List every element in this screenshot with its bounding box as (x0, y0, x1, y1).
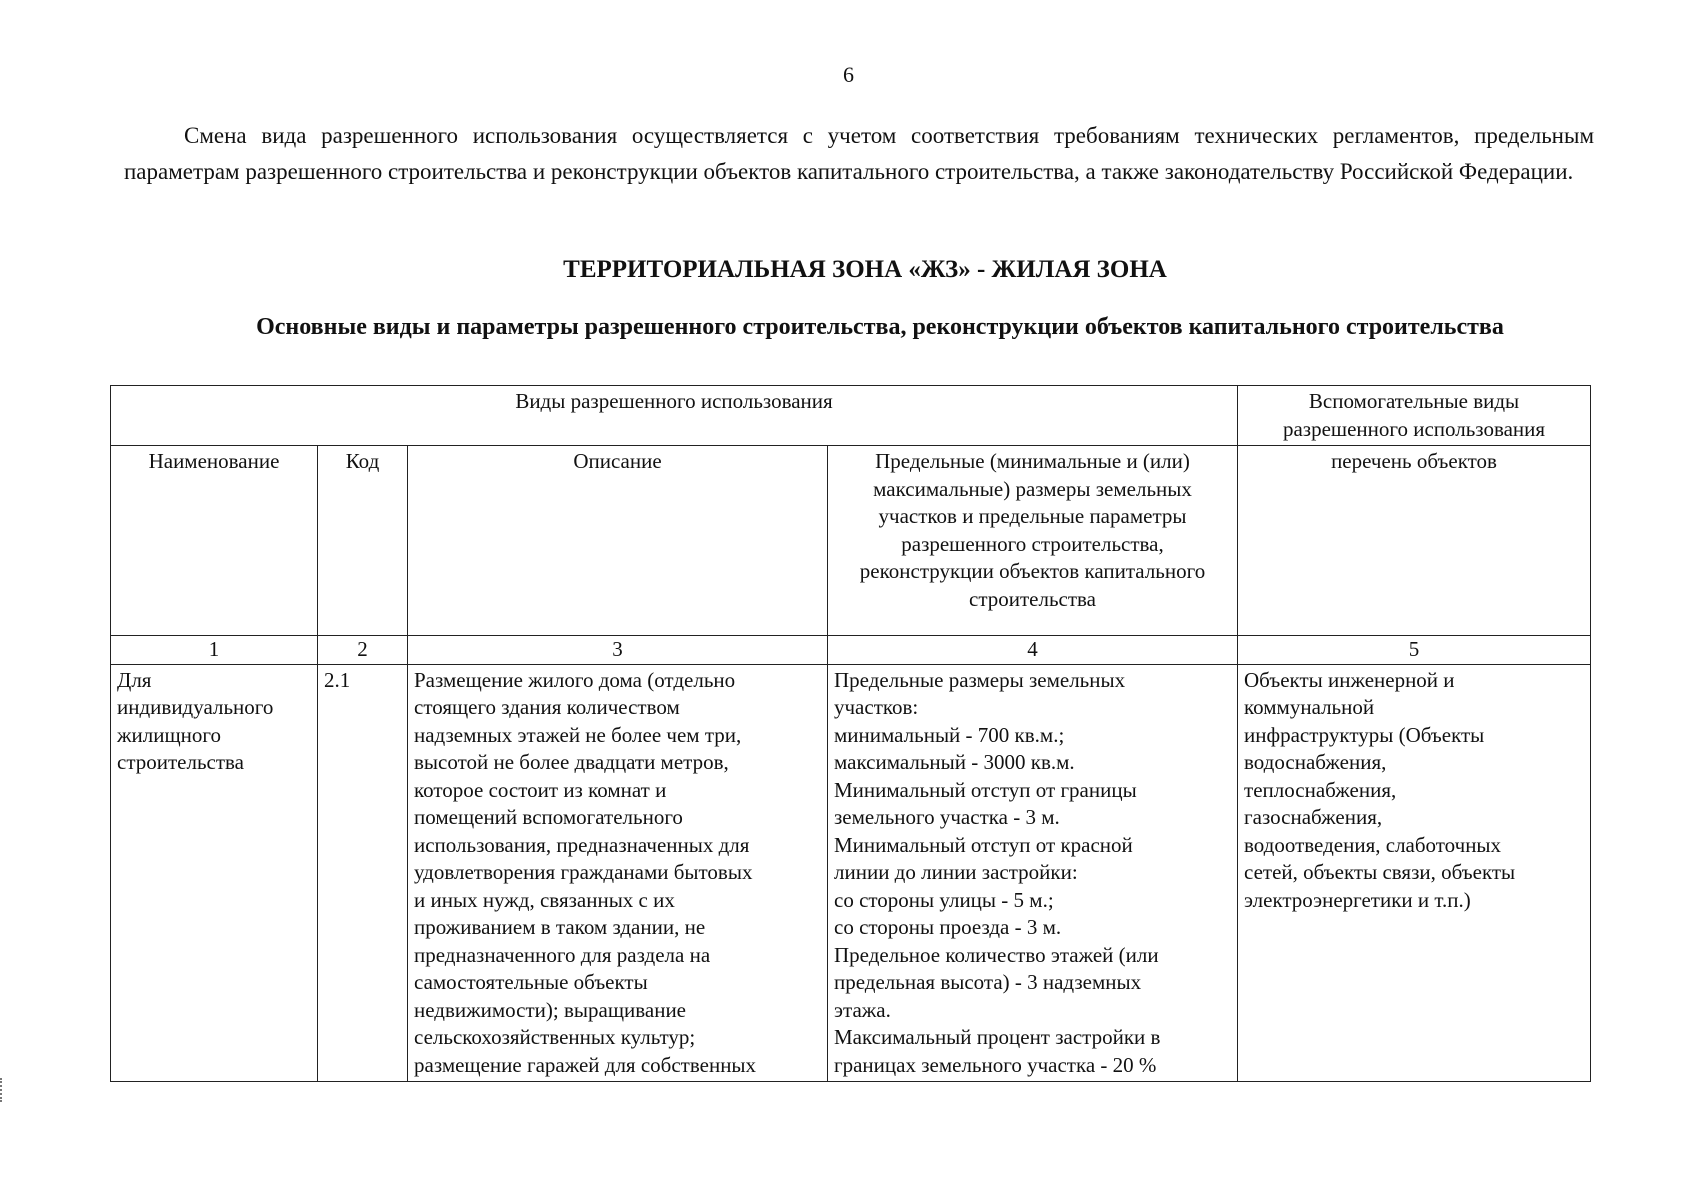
cell-line: линии до линии застройки: (834, 860, 1078, 884)
column-header-row (111, 446, 1591, 636)
cell-use-name (111, 664, 318, 1082)
cell-line: предназначенного для раздела на (414, 942, 711, 967)
cell-line: Размещение жилого дома (отдельно (414, 667, 736, 692)
intro-paragraph: Смена вида разрешенного использования осуществляется с учетом соответствия требованиям технических регламентов, предельным параметрам разрешенного строительства и реконструкции объектов капитального строительства, а также законодательству Российской Федерации. (124, 123, 1594, 184)
column-header-code: Код (318, 446, 408, 636)
cell-line: Предельные размеры земельных (834, 667, 1126, 692)
cell-line: земельного участка - 3 м. (834, 805, 1060, 829)
cell-line: Минимальный отступ от красной (834, 832, 1133, 857)
cell-line: Объекты инженерной и (1244, 667, 1455, 692)
cell-line: которое состоит из комнат и (414, 777, 667, 802)
column-number-row (111, 636, 1591, 665)
cell-line: теплоснабжения, (1244, 777, 1397, 802)
cell-line: электроэнергетики и т.п.) (1244, 887, 1471, 912)
cell-aux-objects (1238, 664, 1591, 1082)
cell-line: максимальный - 3000 кв.м. (834, 750, 1075, 774)
group-header-main: Виды разрешенного использования (111, 386, 1238, 446)
zone-regulations-table (110, 385, 1591, 1082)
column-number: 3 (408, 636, 828, 665)
cell-line: и иных нужд, связанных с их (414, 887, 675, 912)
cell-line: газоснабжения, (1244, 805, 1383, 829)
cell-line: Для (117, 667, 152, 692)
cell-line: надземных этажей не более чем три, (414, 722, 742, 747)
cell-line: этажа. (834, 997, 891, 1022)
column-number: 5 (1238, 636, 1591, 665)
column-header-description: Описание (408, 446, 828, 636)
cell-line: стоящего здания количеством (414, 695, 680, 719)
cell-use-code: 2.1 (318, 664, 408, 1082)
table-row (111, 664, 1591, 1082)
cell-line: использования, предназначенных для (414, 832, 750, 857)
cell-line: удовлетворения гражданами бытовых (414, 860, 753, 884)
cell-line: сельскохозяйственных культур; (414, 1025, 696, 1049)
cell-line: водоотведения, слаботочных (1244, 832, 1502, 857)
section-title: Основные виды и параметры разрешенного строительства, реконструкции объектов капитального строительства (256, 314, 1504, 340)
group-header-aux: Вспомогательные виды разрешенного использования (1238, 386, 1591, 446)
column-header-limits: Предельные (минимальные и (или) максимальные) размеры земельных участков и предельные параметры разрешенного строительства, реконструкции объектов капитального строительства (828, 446, 1238, 636)
cell-line: индивидуального (117, 695, 274, 719)
zone-title: ТЕРРИТОРИАЛЬНАЯ ЗОНА «ЖЗ» - ЖИЛАЯ ЗОНА (563, 256, 1167, 283)
cell-line: размещение гаражей для собственных (414, 1052, 757, 1077)
cell-line: недвижимости); выращивание (414, 997, 687, 1022)
cell-line: Минимальный отступ от границы (834, 777, 1137, 802)
column-number: 1 (111, 636, 318, 665)
cell-line: коммунальной (1244, 695, 1375, 719)
column-number: 2 (318, 636, 408, 665)
cell-line: Предельное количество этажей (или (834, 942, 1159, 967)
column-number: 4 (828, 636, 1238, 665)
cell-line: со стороны проезда - 3 м. (834, 915, 1062, 939)
cell-line: минимальный - 700 кв.м.; (834, 722, 1065, 747)
cell-line: водоснабжения, (1244, 750, 1387, 774)
cell-use-description (408, 664, 828, 1082)
column-header-name: Наименование (111, 446, 318, 636)
scan-margin-mark (0, 1078, 8, 1102)
column-header-aux-list: перечень объектов (1238, 446, 1591, 636)
cell-line: участков: (834, 695, 919, 719)
cell-line: предельная высота) - 3 надземных (834, 970, 1142, 994)
cell-line: самостоятельные объекты (414, 970, 648, 994)
cell-line: со стороны улицы - 5 м.; (834, 887, 1054, 912)
cell-line: проживанием в таком здании, не (414, 915, 706, 939)
page-number: 6 (843, 62, 854, 87)
cell-line: Максимальный процент застройки в (834, 1025, 1161, 1049)
cell-line: строительства (117, 750, 245, 774)
cell-line: помещений вспомогательного (414, 805, 683, 829)
cell-line: высотой не более двадцати метров, (414, 750, 729, 774)
cell-use-limits (828, 664, 1238, 1082)
cell-line: сетей, объекты связи, объекты (1244, 860, 1516, 884)
cell-line: инфраструктуры (Объекты (1244, 722, 1485, 747)
cell-line: границах земельного участка - 20 % (834, 1052, 1157, 1077)
group-header-row (111, 386, 1591, 446)
cell-line: жилищного (117, 722, 221, 747)
